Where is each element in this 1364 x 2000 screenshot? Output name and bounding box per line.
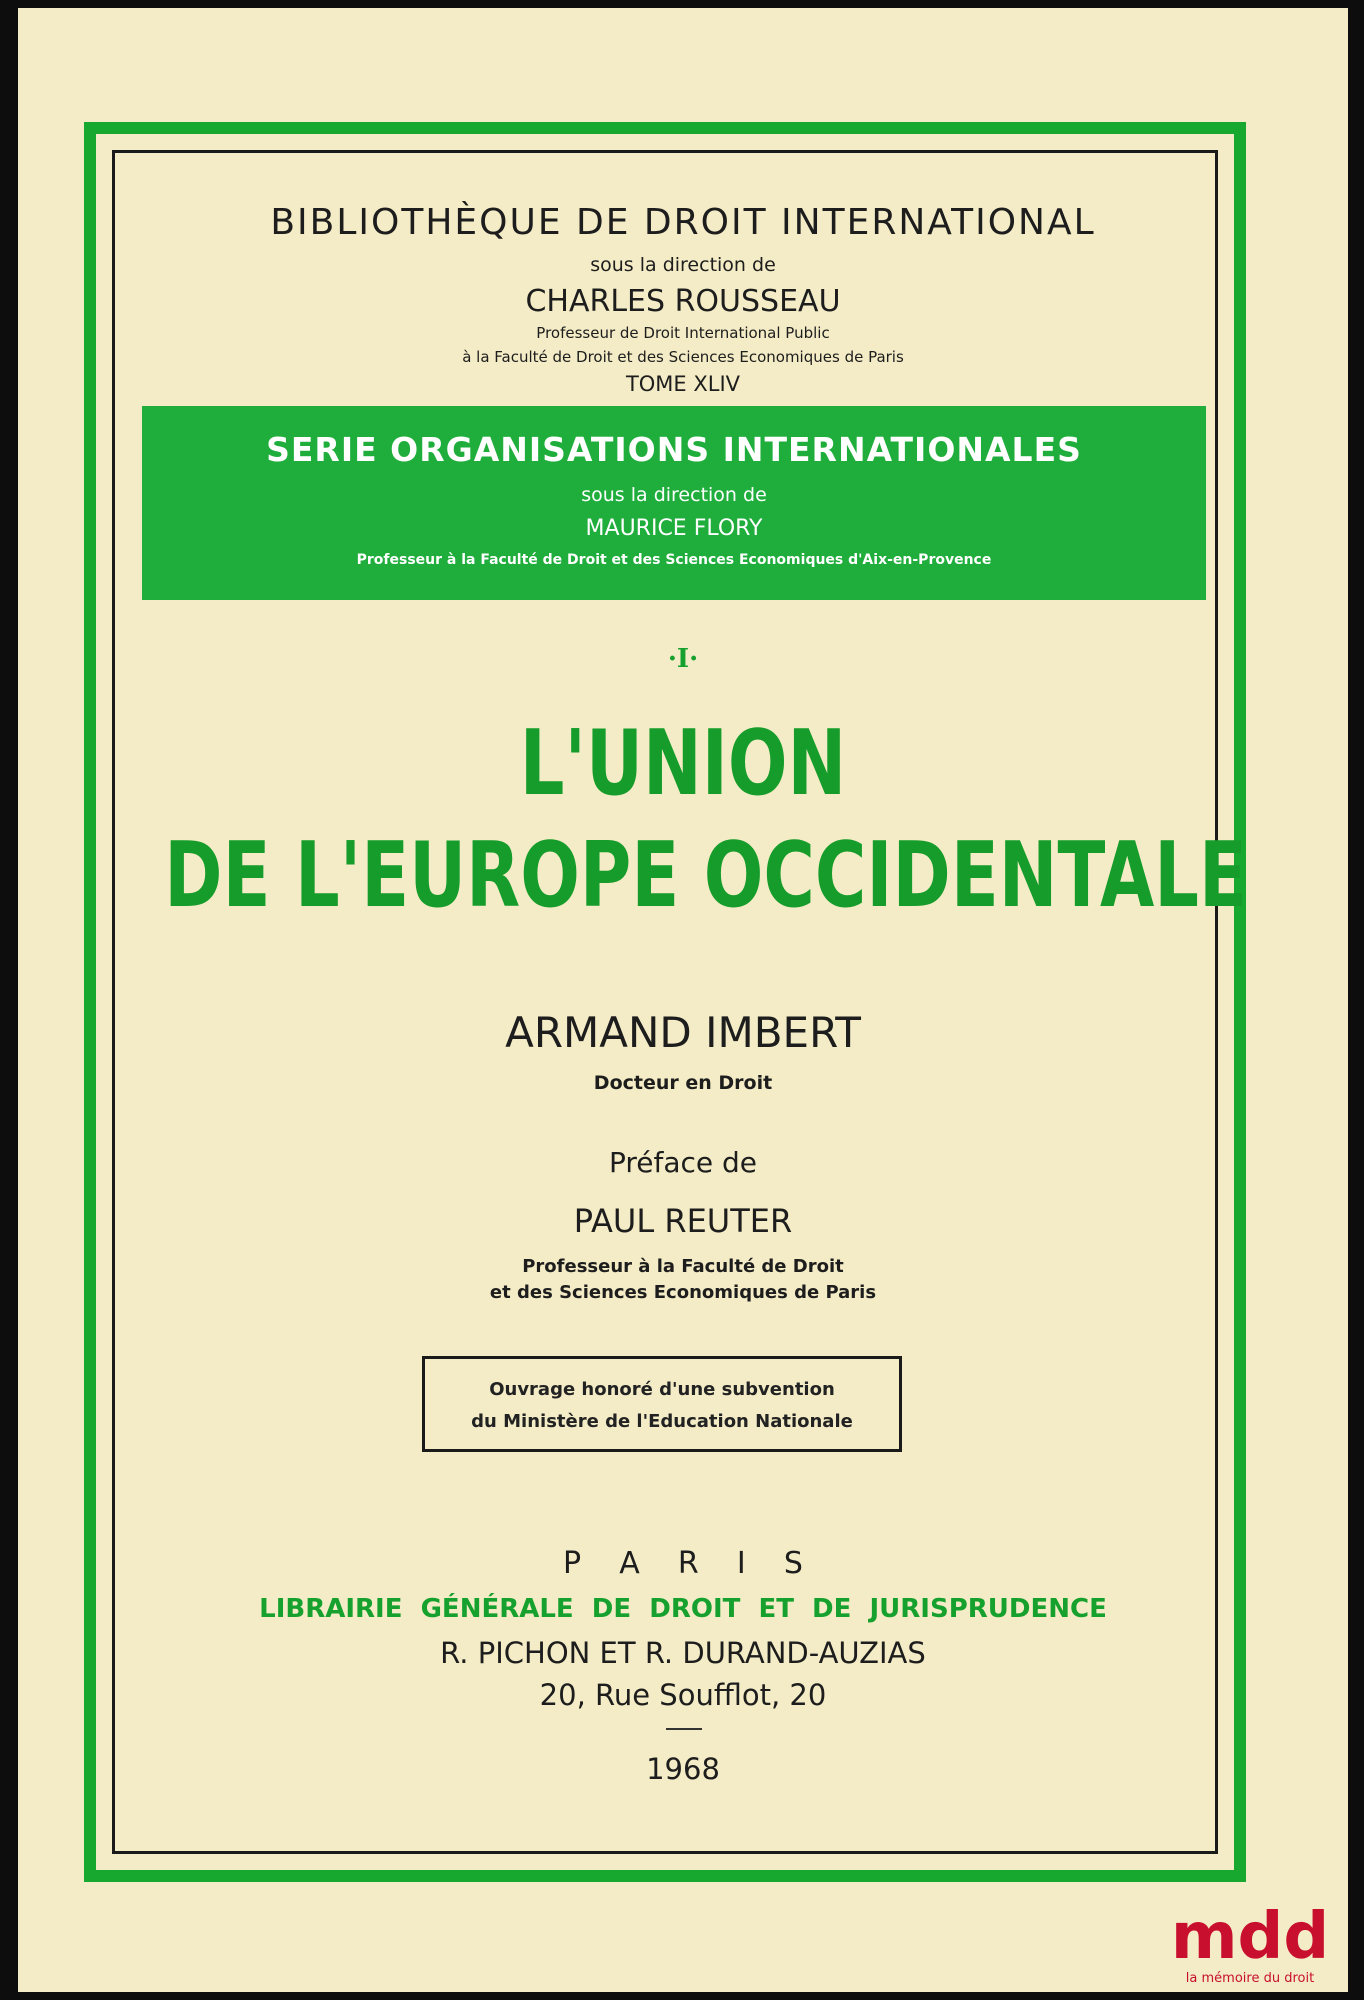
- subsidy-notice-box: [422, 1356, 902, 1452]
- author-name: ARMAND IMBERT: [505, 1008, 861, 1057]
- mdd-logo-mark: mdd: [1170, 1900, 1330, 1974]
- publisher-owners: R. PICHON ET R. DURAND-AUZIAS: [440, 1636, 926, 1670]
- collection-title: BIBLIOTHÈQUE DE DROIT INTERNATIONAL: [270, 202, 1096, 243]
- collection-director-title-2: à la Faculté de Droit et des Sciences Economiques de Paris: [462, 348, 904, 366]
- collection-direction-label: sous la direction de: [590, 254, 776, 276]
- preface-author-title-2: et des Sciences Economiques de Paris: [489, 1282, 877, 1303]
- book-title-line-1: L'UNION: [519, 711, 847, 816]
- series-director-title: Professeur à la Faculté de Droit et des Sciences Economiques d'Aix-en-Provence: [356, 552, 992, 568]
- divider-dash: [666, 1728, 702, 1730]
- publisher-name: LIBRAIRIE GÉNÉRALE DE DROIT ET DE JURISPRUDENCE: [259, 1594, 1107, 1624]
- series-director: MAURICE FLORY: [585, 516, 763, 541]
- collection-director-title-1: Professeur de Droit International Public: [536, 324, 830, 342]
- preface-author-name: PAUL REUTER: [573, 1202, 793, 1240]
- tome-number: TOME XLIV: [625, 372, 741, 396]
- subsidy-notice-line-1: Ouvrage honoré d'une subvention: [489, 1379, 835, 1400]
- mdd-logo-tagline: la mémoire du droit: [1185, 1971, 1315, 1986]
- author-title: Docteur en Droit: [593, 1072, 773, 1094]
- publication-year: 1968: [646, 1752, 720, 1786]
- series-direction-label: sous la direction de: [581, 484, 767, 506]
- volume-number: ·I·: [667, 644, 699, 674]
- book-title-line-2: DE L'EUROPE OCCIDENTALE: [164, 823, 1247, 928]
- series-title: SERIE ORGANISATIONS INTERNATIONALES: [266, 430, 1082, 469]
- mdd-logo: [1170, 1900, 1330, 1986]
- publisher-address: 20, Rue Soufflot, 20: [539, 1678, 827, 1712]
- preface-author-title-1: Professeur à la Faculté de Droit: [522, 1256, 844, 1277]
- series-band: [142, 406, 1206, 600]
- subsidy-notice-line-2: du Ministère de l'Education Nationale: [471, 1411, 853, 1432]
- publisher-city: P A R I S: [563, 1546, 803, 1581]
- book-cover: [18, 8, 1348, 1992]
- collection-director: CHARLES ROUSSEAU: [525, 284, 841, 319]
- preface-label: Préface de: [608, 1146, 758, 1179]
